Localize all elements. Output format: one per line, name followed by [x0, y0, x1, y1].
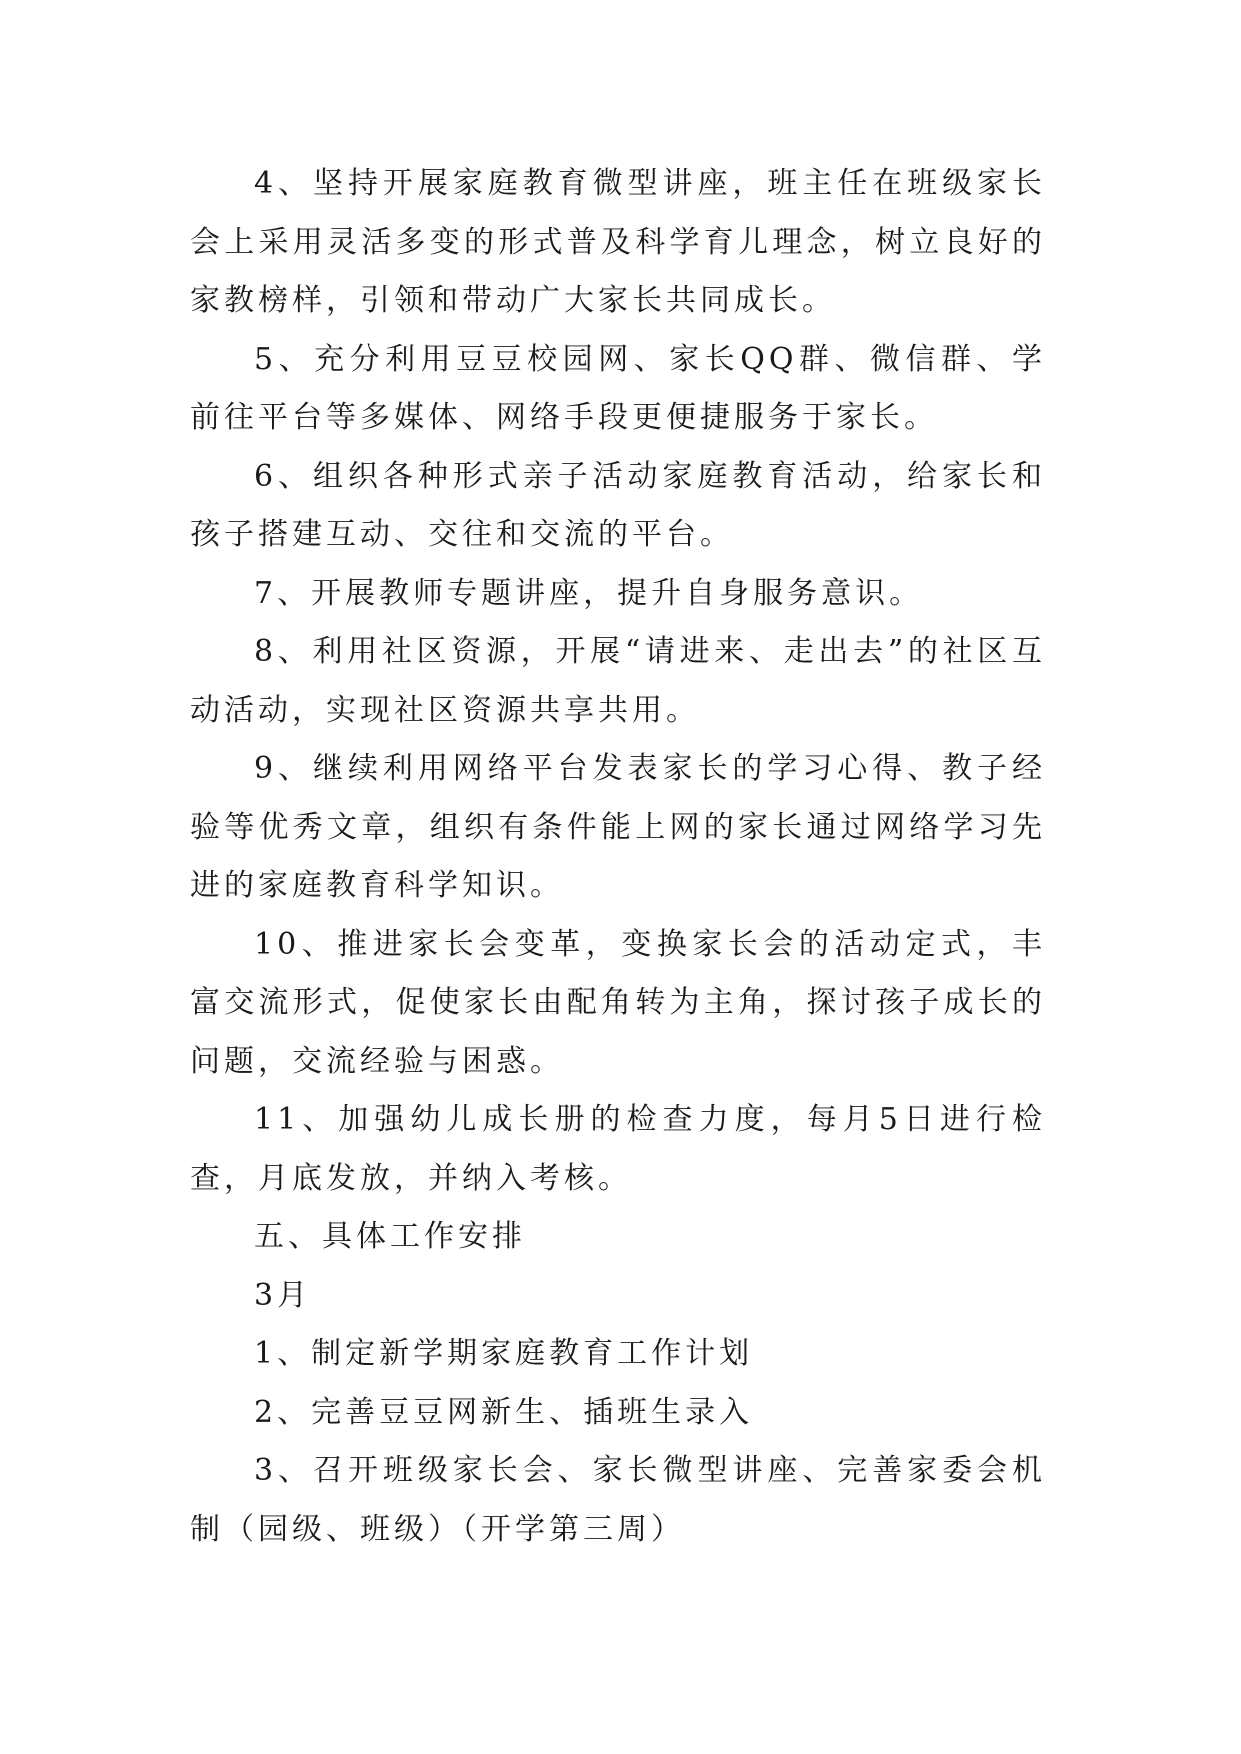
paragraph-item-11: 11、加强幼儿成长册的检查力度，每月5日进行检查，月底发放，并纳入考核。 [190, 1102, 1046, 1196]
march-task-3: 3、召开班级家长会、家长微型讲座、完善家委会机制（园级、班级）（开学第三周） [190, 1453, 1046, 1547]
paragraph-item-9: 9、继续利用网络平台发表家长的学习心得、教子经验等优秀文章，组织有条件能上网的家长通过网络学习先进的家庭教育科学知识。 [190, 751, 1046, 903]
paragraph-item-10: 10、推进家长会变革，变换家长会的活动定式，丰富交流形式，促使家长由配角转为主角，探讨孩子成长的问题，交流经验与困惑。 [190, 926, 1046, 1079]
paragraph-item-6: 6、组织各种形式亲子活动家庭教育活动，给家长和孩子搭建互动、交往和交流的平台。 [190, 458, 1046, 552]
month-heading-march: 3月 [254, 1277, 312, 1313]
paragraph-item-4: 4、坚持开展家庭教育微型讲座，班主任在班级家长会上采用灵活多变的形式普及科学育儿理念，树立良好的家教榜样，引领和带动广大家长共同成长。 [190, 166, 1046, 318]
document-body [190, 155, 1046, 1559]
section-heading-work-arrangement: 五、具体工作安排 [254, 1219, 526, 1254]
paragraph-item-7: 7、开展教师专题讲座，提升自身服务意识。 [254, 575, 924, 611]
paragraph-item-8: 8、利用社区资源，开展“请进来、走出去”的社区互动活动，实现社区资源共享共用。 [190, 634, 1046, 728]
paragraph-item-5: 5、充分利用豆豆校园网、家长QQ群、微信群、学前往平台等多媒体、网络手段更便捷服务于家长。 [190, 341, 1046, 435]
march-task-2: 2、完善豆豆网新生、插班生录入 [254, 1394, 754, 1430]
march-task-1: 1、制定新学期家庭教育工作计划 [254, 1336, 754, 1371]
